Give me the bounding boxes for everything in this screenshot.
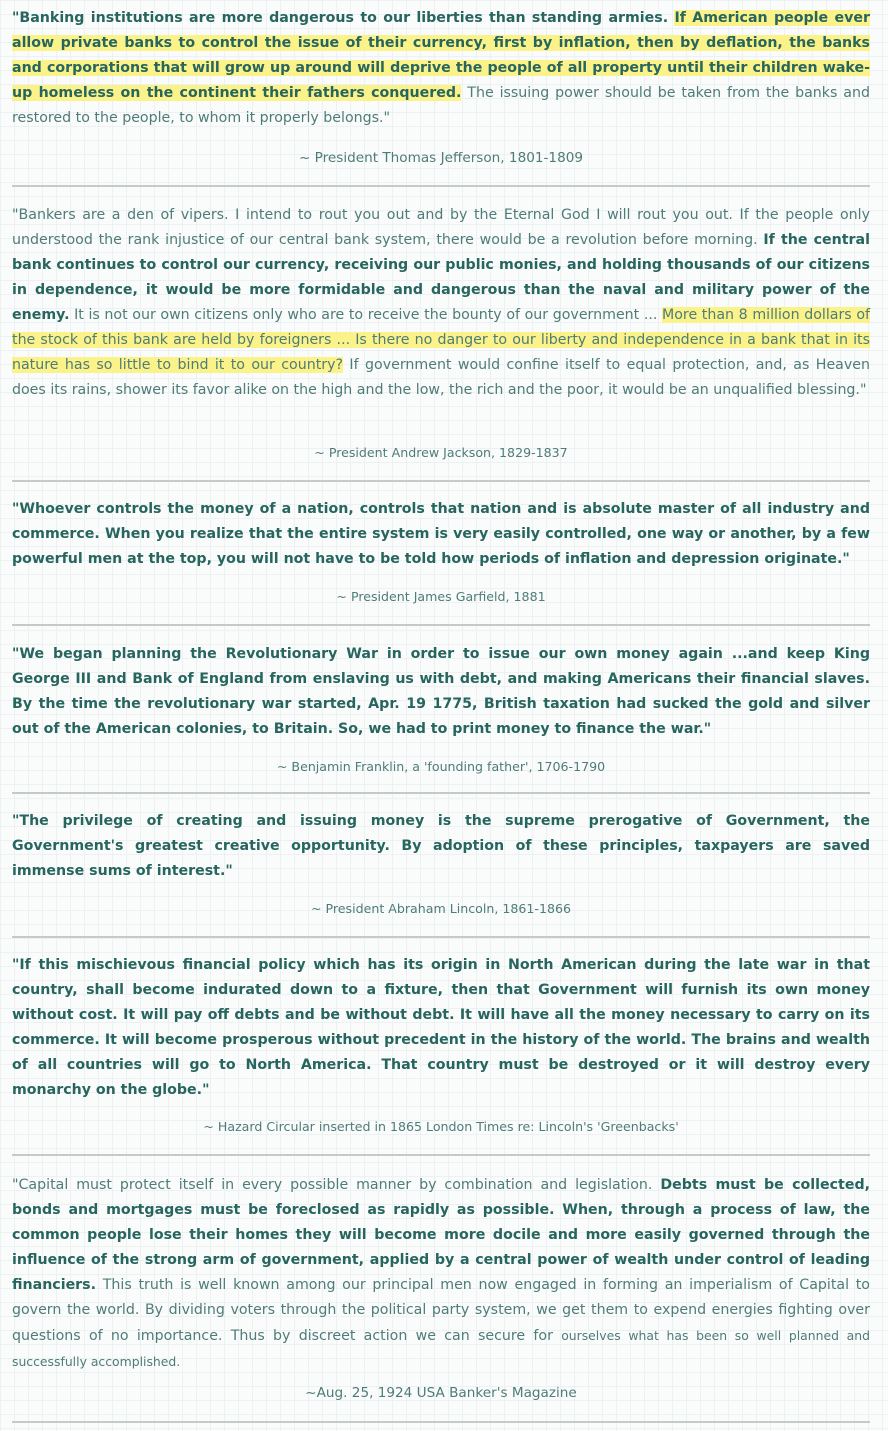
quote-text (12, 1173, 870, 1375)
quote-text (12, 6, 870, 131)
quote-segment: "If this mischievous financial policy which has its origin in North American during the late war in that country, shall become indurated down to a fixture, then that Government will furnish its own money without cost. It will pay off debts and be without debt. It will have all the money necessary to carry on its commerce. It will become prosperous without precedent in the history of the world. The brains and wealth of all countries will go to North America. That country must be destroyed or it will destroy every monarchy on the globe." (12, 957, 870, 1098)
quote-segment-bold: Debts must be collected, bonds and mortgages must be foreclosed as rapidly as possible. When, through a process of law, the common people lose their homes they will become more docile and more easily governed through the influence of the strong arm of government, applied by a central power of wealth under control of leading financiers. (12, 1177, 870, 1293)
quote-attribution: ~Aug. 25, 1924 USA Banker's Magazine (305, 1385, 577, 1401)
quote-divider (12, 792, 870, 794)
quote-segment: "The privilege of creating and issuing money is the supreme prerogative of Government, the Government's greatest creative opportunity. By adoption of these principles, taxpayers are saved immense sums of interest." (12, 813, 870, 879)
quote-block-franklin (12, 642, 870, 780)
quote-text (12, 497, 870, 572)
quote-segment-bold: If the central bank continues to control our currency, receiving our public monies, and holding thousands of our citizens in dependence, it would be more formidable and dangerous than the naval and military power of the enemy. (12, 232, 870, 323)
quote-segment: The issuing power should be taken from the banks and restored to the people, to whom it properly belongs." (12, 85, 870, 126)
quote-segment: "Capital must protect itself in every possible manner by combination and legislation. (12, 1177, 661, 1193)
quote-divider (12, 480, 870, 482)
quote-divider (12, 1154, 870, 1156)
quote-attribution: ~ Hazard Circular inserted in 1865 London Times re: Lincoln's 'Greenbacks' (203, 1119, 679, 1134)
quote-segment: "Whoever controls the money of a nation, controls that nation and is absolute master of all industry and commerce. When you realize that the entire system is very easily controlled, one way or another, by a few powerful men at the top, you will not have to be told how periods of inflation and depression originate." (12, 501, 870, 567)
quote-text (12, 642, 870, 742)
quote-text (12, 953, 870, 1103)
quote-divider (12, 185, 870, 187)
quote-block-jackson (12, 203, 870, 465)
quote-segment: "We began planning the Revolutionary War in order to issue our own money again ...and keep King George III and Bank of England from enslaving us with debt, and making Americans their financial slaves. By the time the revolutionary war started, Apr. 19 1775, British taxation had sucked the gold and silver out of the American colonies, to Britain. So, we had to print money to finance the war." (12, 646, 870, 737)
quote-block-garfield (12, 497, 870, 609)
quote-divider (12, 1421, 870, 1423)
quote-segment: If government would confine itself to equal protection, and, as Heaven does its rains, shower its favor alike on the high and the low, the rich and the poor, it would be an unqualified blessing." (12, 357, 870, 398)
quote-segment: "Bankers are a den of vipers. I intend to rout you out and by the Eternal God I will rout you out. If the people only understood the rank injustice of our central bank system, there would be a revolution before morning. (12, 207, 870, 248)
quote-block-bankers-magazine (12, 1173, 870, 1409)
quote-text (12, 203, 870, 403)
quote-segment: It is not our own citizens only who are to receive the bounty of our government ... (69, 307, 663, 323)
quote-segment: This truth is well known among our principal men now engaged in forming an imperialism of Capital to govern the world. By dividing voters through the political party system, we get them to expend energies fighting over questions of no importance. Thus by discreet action we can secure for (12, 1277, 870, 1344)
quote-attribution: ~ Benjamin Franklin, a 'founding father', 1706-1790 (276, 759, 606, 774)
quote-segment-highlighted: More than 8 million dollars of the stock of this bank are held by foreigners ... Is there no danger to our liberty and independence in a bank that in its nature has so little to bind it to our country? (12, 307, 870, 373)
quote-text (12, 809, 870, 884)
quote-attribution: ~ President Thomas Jefferson, 1801-1809 (298, 150, 584, 166)
quote-attribution: ~ President Andrew Jackson, 1829-1837 (314, 445, 568, 460)
quote-block-hazard-circular (12, 953, 870, 1140)
quote-attribution: ~ President Abraham Lincoln, 1861-1866 (310, 901, 572, 916)
quote-divider (12, 624, 870, 626)
quote-segment-highlighted: If American people ever allow private banks to control the issue of their currency, first by inflation, then by deflation, the banks and corporations that will grow up around will deprive the people of all property until their children wake-up homeless on the continent their fathers conquered. (12, 10, 870, 101)
quote-segment-small: ourselves what has been so well planned and successfully accomplished. (12, 1328, 870, 1369)
quote-block-jefferson (12, 6, 870, 171)
quote-divider (12, 936, 870, 938)
quote-attribution: ~ President James Garfield, 1881 (336, 589, 546, 604)
quote-segment: "Banking institutions are more dangerous to our liberties than standing armies. (12, 10, 675, 26)
quote-block-lincoln (12, 809, 870, 923)
